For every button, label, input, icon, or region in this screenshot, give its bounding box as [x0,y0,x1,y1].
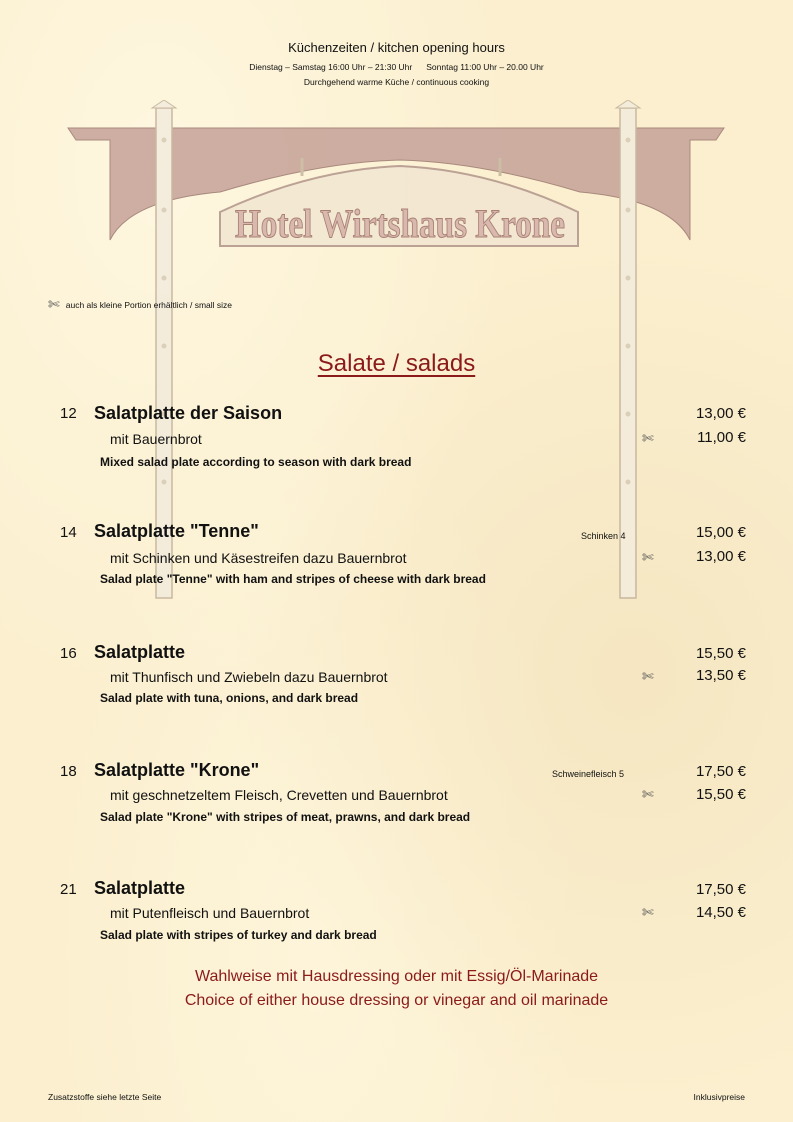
item-price-small: 13,00 € [695,548,746,565]
item-english: Salad plate "Krone" with stripes of meat, prawns, and dark bread [100,810,471,824]
item-number: 14 [60,524,77,541]
scissors-icon: ✄ [642,905,654,921]
item-name: Salatplatte der Saison [94,403,283,423]
item-additive-note: Schweinefleisch 5 [552,769,625,779]
item-number: 18 [60,763,77,780]
continuous-cooking: Durchgehend warme Küche / continuous cooking [303,77,490,87]
scissors-icon: ✄ [642,431,654,447]
scissors-icon: ✄ [48,297,60,313]
item-number: 12 [60,405,77,422]
item-description: mit Putenfleisch und Bauernbrot [110,905,310,921]
item-price-small: 13,50 € [695,667,746,684]
item-name: Salatplatte [94,642,186,662]
footer-prices-note: Inklusivpreise [693,1092,745,1102]
scissors-icon: ✄ [642,787,654,803]
scissors-icon: ✄ [642,669,654,685]
item-price: 17,50 € [695,763,746,780]
item-name: Salatplatte [94,878,186,898]
item-description: mit Schinken und Käsestreifen dazu Bauernbrot [110,550,407,566]
item-english: Salad plate "Tenne" with ham and stripes of cheese with dark bread [100,572,486,586]
item-english: Salad plate with tuna, onions, and dark bread [100,691,359,705]
section-title: Salate / salads [317,350,476,377]
hours-sunday: Sonntag 11:00 Uhr – 20.00 Uhr [426,62,544,72]
item-additive-note: Schinken 4 [581,531,626,541]
item-name: Salatplatte "Tenne" [94,521,259,541]
item-price: 15,50 € [695,645,746,662]
small-portion-text: auch als kleine Portion erhältlich / small size [65,300,233,310]
item-price-small: 15,50 € [695,786,746,803]
item-price: 17,50 € [695,881,746,898]
item-description: mit geschnetzeltem Fleisch, Crevetten und Bauernbrot [110,787,448,803]
item-price-small: 11,00 € [697,429,746,446]
footer-additives-note: Zusatzstoffe siehe letzte Seite [48,1092,162,1102]
scissors-icon: ✄ [642,550,654,566]
item-name: Salatplatte "Krone" [94,760,260,780]
item-english: Salad plate with stripes of turkey and dark bread [100,928,377,942]
item-number: 21 [60,881,77,898]
item-number: 16 [60,645,77,662]
item-price: 15,00 € [695,524,746,541]
hotel-logo-text: Hotel Wirtshaus Krone [235,201,565,246]
hours-weekday: Dienstag – Samstag 16:00 Uhr – 21:30 Uhr [249,62,413,72]
opening-hours [0,62,793,72]
dressing-note-de: Wahlweise mit Hausdressing oder mit Essig/Öl-Marinade [194,968,599,985]
item-price-small: 14,50 € [695,904,746,921]
item-price: 13,00 € [695,405,746,422]
item-description: mit Bauernbrot [110,431,202,447]
item-description: mit Thunfisch und Zwiebeln dazu Bauernbrot [110,669,388,685]
dressing-note-en: Choice of either house dressing or vinegar and oil marinade [184,992,609,1009]
item-english: Mixed salad plate according to season with dark bread [100,455,412,469]
kitchen-hours-title: Küchenzeiten / kitchen opening hours [288,40,505,55]
small-portion-note [48,298,232,312]
